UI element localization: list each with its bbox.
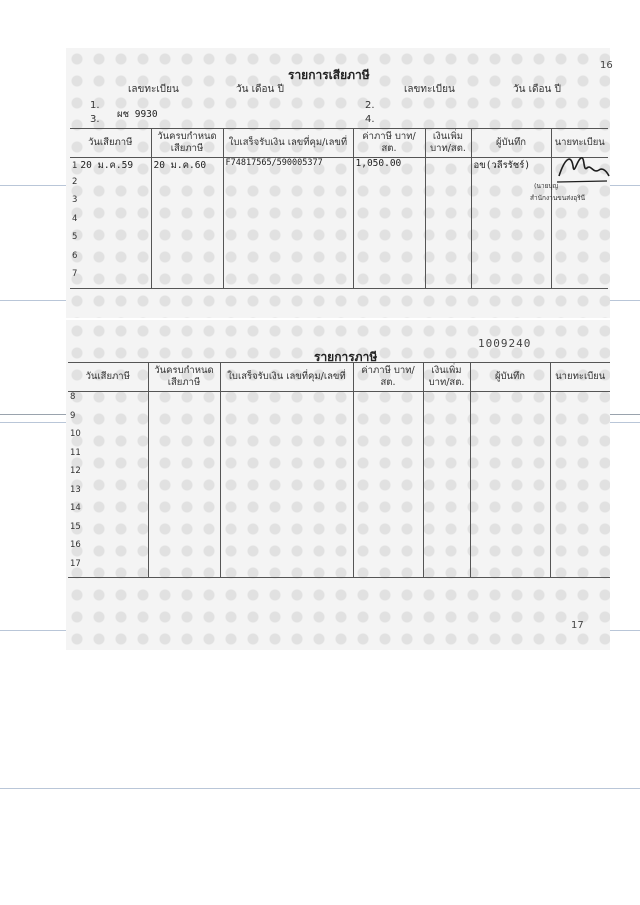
header-receipt: ใบเสร็จรับเงิน เลขที่คุม/เลขที่ xyxy=(223,129,353,158)
row-number: 9 xyxy=(70,410,76,421)
row-number: 5 xyxy=(72,232,78,242)
header-surcharge: เงินเพิ่ม บาท/สต. xyxy=(423,363,470,392)
header-due-date: วันครบกำหนด เสียภาษี xyxy=(151,129,223,158)
row-number: 13 xyxy=(70,484,81,495)
row-number: 1 xyxy=(72,161,78,171)
row-number: 17 xyxy=(70,558,81,569)
row-number: 10 xyxy=(70,429,81,439)
row-number: 4 xyxy=(72,213,78,224)
table-row xyxy=(68,522,610,541)
header-receipt: ใบเสร็จรับเงิน เลขที่คุม/เลขที่ xyxy=(220,363,353,392)
entry-1-number: 1. xyxy=(90,100,100,111)
upper-tax-table xyxy=(70,128,608,289)
table-row xyxy=(70,232,608,251)
row-number: 2 xyxy=(72,176,78,187)
lower-title: รายการภาษี xyxy=(314,350,378,364)
header-tax-amount: ค่าภาษี บาท/สต. xyxy=(353,129,425,158)
lower-tax-table xyxy=(68,362,610,578)
scan-line xyxy=(0,788,640,789)
header-due-date: วันครบกำหนด เสียภาษี xyxy=(148,363,220,392)
header-recorder: ผู้บันทึก xyxy=(471,129,551,158)
header-registrar: นายทะเบียน xyxy=(551,129,608,158)
table-row xyxy=(70,195,608,214)
entry-4-number: 4. xyxy=(365,114,375,125)
bottom-page-number: 17 xyxy=(571,620,584,631)
row-number: 8 xyxy=(70,392,76,402)
table-row xyxy=(68,466,610,485)
corner-page-number: 16 xyxy=(600,60,613,71)
row-number: 3 xyxy=(72,195,78,205)
due-date: 20 ม.ค.60 xyxy=(153,160,207,171)
header-registrar: นายทะเบียน xyxy=(550,363,610,392)
table-row xyxy=(70,158,608,177)
row-number: 11 xyxy=(70,447,81,458)
header-recorder: ผู้บันทึก xyxy=(470,363,550,392)
header-paid-date: วันเสียภาษี xyxy=(68,363,148,392)
header-surcharge: เงินเพิ่ม บาท/สต. xyxy=(425,129,471,158)
row-number: 12 xyxy=(70,466,81,476)
row-number: 15 xyxy=(70,521,81,532)
entry-2-number: 2. xyxy=(365,100,375,111)
stamp-line-1: (นายบุญ xyxy=(534,182,559,190)
entry-3-number: 3. xyxy=(90,114,100,125)
right-date-label: วัน เดือน ปี xyxy=(513,84,561,95)
table-row xyxy=(70,251,608,270)
receipt-number: F74817565/590005377 xyxy=(225,158,323,168)
left-reg-label: เลขทะเบียน xyxy=(128,84,179,95)
entry-3-registration: ผช 9930 xyxy=(117,109,158,120)
paid-date: 20 ม.ค.59 xyxy=(80,160,134,171)
right-reg-label: เลขทะเบียน xyxy=(404,84,455,95)
table-row xyxy=(68,411,610,430)
serial-number: 1009240 xyxy=(478,337,532,350)
header-paid-date: วันเสียภาษี xyxy=(70,129,151,158)
row-number: 7 xyxy=(72,269,78,279)
table-row xyxy=(68,540,610,559)
stamp-line-2: สำนักงานขนส่งอุรินี xyxy=(530,194,586,202)
table-row xyxy=(68,485,610,504)
upper-header-row xyxy=(70,129,608,158)
registrar-signature xyxy=(555,150,611,186)
table-row xyxy=(70,214,608,233)
table-row xyxy=(70,177,608,196)
table-row xyxy=(68,448,610,467)
row-number: 6 xyxy=(72,250,78,261)
table-row xyxy=(68,392,610,411)
table-row xyxy=(68,503,610,522)
upper-title: รายการเสียภาษี xyxy=(288,68,370,82)
lower-header-row xyxy=(68,363,610,392)
table-row xyxy=(70,269,608,288)
table-row xyxy=(68,559,610,578)
recorder-name: อข(วลีรรัชร์) xyxy=(473,160,531,171)
row-number: 14 xyxy=(70,503,81,513)
header-tax-amount: ค่าภาษี บาท/สต. xyxy=(353,363,423,392)
left-date-label: วัน เดือน ปี xyxy=(236,84,284,95)
table-row xyxy=(68,429,610,448)
row-number: 16 xyxy=(70,540,81,550)
tax-amount: 1,050.00 xyxy=(355,158,402,169)
